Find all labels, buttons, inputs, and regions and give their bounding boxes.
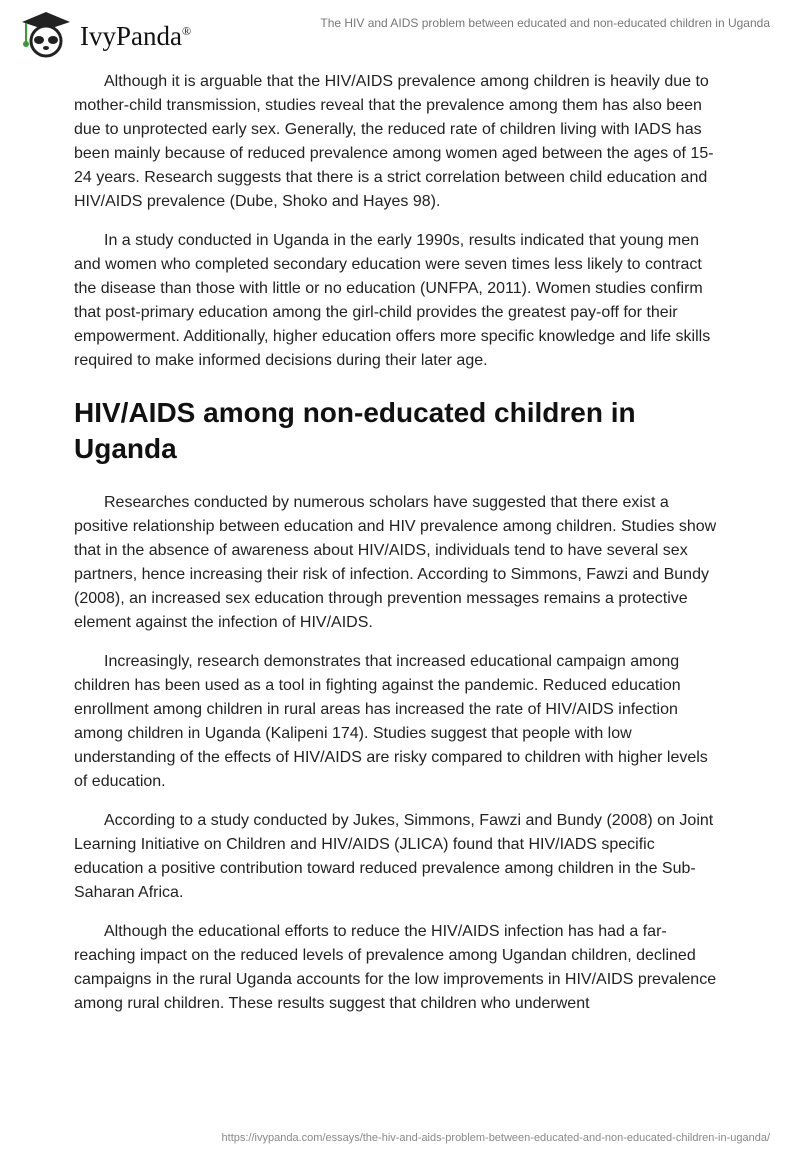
brand-name: IvyPanda	[80, 20, 182, 51]
panda-graduate-icon	[18, 8, 74, 58]
article-body	[74, 70, 724, 1031]
paragraph: Increasingly, research demonstrates that increased educational campaign among children has been used as a tool in fighting against the pandemic. Reduced education enrollment among children in rural areas has increased the rate of HIV/AIDS infection among children in Uganda (Kalipeni 174). Studies suggest that people with low understanding of the effects of HIV/AIDS are risky compared to children with higher levels of education.	[74, 653, 708, 790]
registered-mark: ®	[181, 23, 192, 38]
paragraph: In a study conducted in Uganda in the early 1990s, results indicated that young men and women who completed secondary education were seven times less likely to contract the disease than those with little or no education (UNFPA, 2011). Women studies confirm that post-primary education among the girl-child provides the greatest pay-off for their empowerment. Additionally, higher education offers more specific knowledge and life skills required to make informed decisions during their later age.	[74, 232, 711, 369]
paragraph: Researches conducted by numerous scholars have suggested that there exist a positive relationship between education and HIV prevalence among children. Studies show that in the absence of awareness about HIV/AIDS, individuals tend to have several sex partners, hence increasing their risk of infection. According to Simmons, Fawzi and Bundy (2008), an increased sex education through prevention messages remains a protective element against the infection of HIV/AIDS.	[74, 494, 717, 631]
paragraph: Although the educational efforts to reduce the HIV/AIDS infection has had a far-reaching impact on the reduced levels of prevalence among Ugandan children, declined campaigns in the rural Uganda accounts for the low improvements in HIV/AIDS prevalence among rural children. These results suggest that children who underwent	[74, 923, 717, 1012]
paragraph: Although it is arguable that the HIV/AIDS prevalence among children is heavily due to mother-child transmission, studies reveal that the prevalence among them has also been due to unprotected early sex. Generally, the reduced rate of children living with IADS has been mainly because of reduced prevalence among women aged between the ages of 15-24 years. Research suggests that there is a strict correlation between child education and HIV/AIDS prevalence (Dube, Shoko and Hayes 98).	[74, 73, 714, 210]
document-title: The HIV and AIDS problem between educated and non-educated children in Uganda	[320, 16, 770, 30]
section-heading: HIV/AIDS among non-educated children in Uganda	[74, 397, 636, 464]
ivypanda-logo[interactable]	[18, 8, 191, 58]
paragraph: According to a study conducted by Jukes, Simmons, Fawzi and Bundy (2008) on Joint Learning Initiative on Children and HIV/AIDS (JLICA) found that HIV/IADS specific education a positive contribution toward reduced prevalence among children in the Sub-Saharan Africa.	[74, 812, 714, 901]
source-url[interactable]: https://ivypanda.com/essays/the-hiv-and-aids-problem-between-educated-and-non-educated-children-in-uganda/	[221, 1132, 770, 1144]
